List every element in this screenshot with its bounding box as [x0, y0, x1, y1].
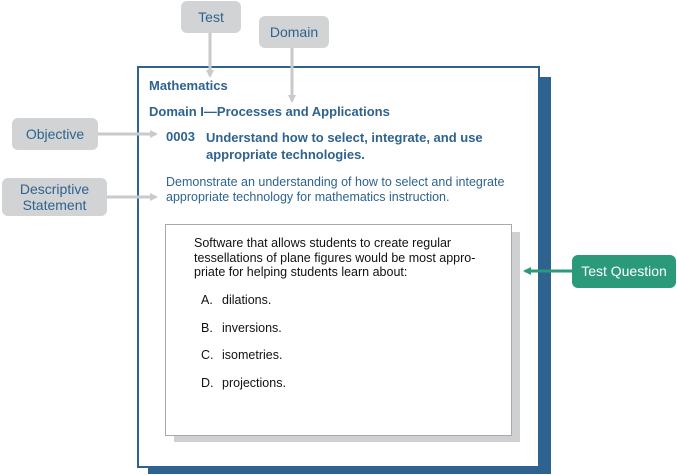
option-letter: D. [201, 376, 214, 390]
objective-line-1: Understand how to select, integrate, and use [206, 130, 483, 145]
test-name: Mathematics [149, 78, 228, 93]
objective-number: 0003 [166, 129, 195, 144]
option-text: dilations. [222, 293, 272, 307]
callout-objective: Objective [12, 118, 98, 150]
option-letter: C. [201, 348, 214, 362]
callout-descriptive-line-2: Statement [22, 197, 87, 213]
callout-test: Test [181, 1, 241, 33]
callout-domain: Domain [259, 16, 329, 48]
callout-test-question: Test Question [572, 255, 676, 288]
objective-line-2: appropriate technologies. [206, 147, 365, 162]
question-stem-line-3: priate for helping students learn about: [194, 265, 408, 279]
callout-descriptive-line-1: Descriptive [19, 181, 90, 197]
domain-title: Domain I—Processes and Applications [149, 104, 390, 119]
question-stem-line-1: Software that allows students to create regular [194, 236, 452, 250]
descriptive-line-2: appropriate technology for mathematics instruction. [166, 189, 450, 204]
callout-descriptive-statement [2, 178, 107, 216]
option-text: projections. [222, 376, 286, 390]
option-letter: A. [201, 293, 213, 307]
option-letter: B. [201, 321, 213, 335]
descriptive-line-1: Demonstrate an understanding of how to select and integrate [166, 175, 505, 189]
question-stem-line-2: tessellations of plane figures would be most appro- [194, 250, 476, 265]
option-text: inversions. [222, 321, 282, 335]
option-text: isometries. [222, 348, 283, 362]
